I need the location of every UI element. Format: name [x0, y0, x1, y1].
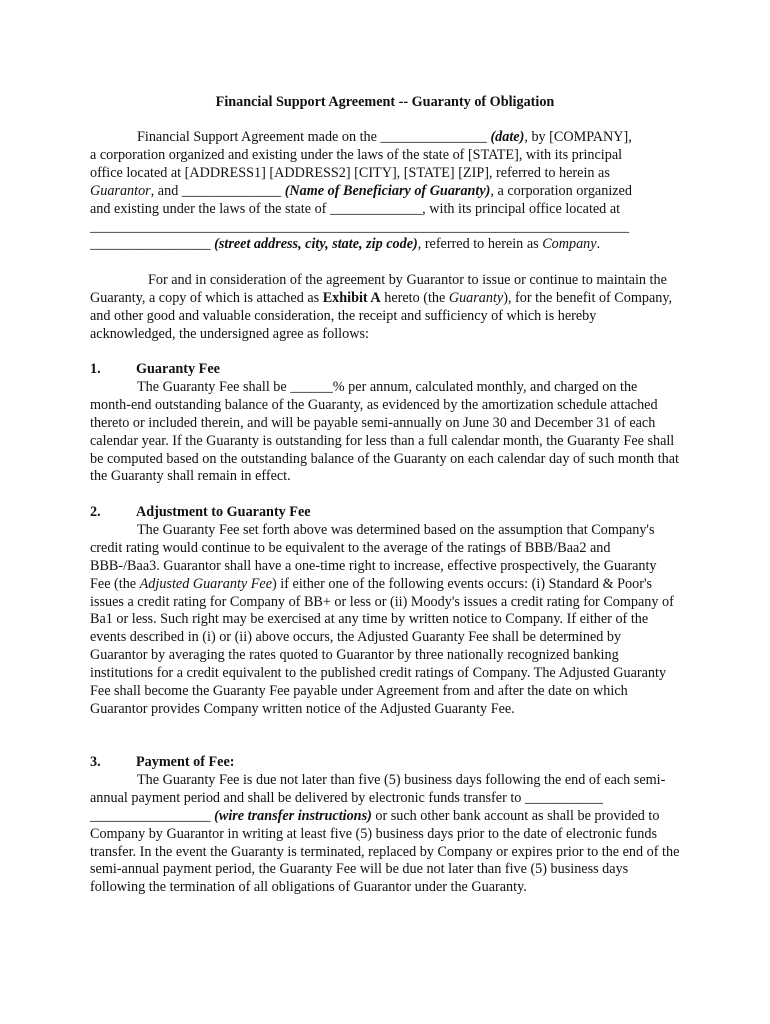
section-number: 3.	[90, 754, 101, 770]
intro-line-6: ____________________________________________________________________________	[90, 218, 630, 235]
intro-line-7: _________________ (street address, city, state, zip code), referred to herein as Company.	[90, 236, 601, 253]
section-number: 2.	[90, 504, 101, 520]
section-number: 1.	[90, 361, 101, 377]
exhibit-a-ref: Exhibit A	[322, 289, 381, 306]
address-label: (street address, city, state, zip code)	[214, 236, 418, 253]
document-title: Financial Support Agreement -- Guaranty of Obligation	[215, 94, 555, 110]
intro-line-4: Guarantor, and ______________ (Name of Beneficiary of Guaranty), a corporation organized	[90, 182, 632, 199]
section-2	[90, 504, 680, 719]
consideration-paragraph: For and in consideration of the agreement by Guarantor to issue or continue to maintain the Guaranty, a copy of which is attached as Exhibit A hereto (the Guaranty), for the benefit of Company, and other good and valuable consideration, the receipt and sufficiency of which is hereby acknowledged, the undersigned agree as follows:	[90, 272, 673, 342]
intro-paragraph	[90, 129, 680, 254]
section-title: Guaranty Fee	[136, 361, 220, 377]
intro-line-1: Financial Support Agreement made on the _______________ (date), by [COMPANY],	[137, 129, 632, 145]
section-heading	[90, 361, 680, 379]
wire-instructions-label: (wire transfer instructions)	[214, 807, 372, 824]
section-1	[90, 361, 680, 486]
section-body: The Guaranty Fee is due not later than five (5) business days following the end of each semi-annual payment period and shall be delivered by electronic funds transfer to ___________ _________________ (wire transfer instructions) or such other bank account as shall be provided to Company by Guarantor in writing at least five (5) business days prior to the date of electronic funds transfer. In the event the Guaranty is terminated, replaced by Company or expires prior to the end of the semi-annual payment period, the Guaranty Fee will be due not later than five (5) business days following the termination of all obligations of Guarantor under the Guaranty.	[90, 771, 680, 896]
company-term: Company	[542, 236, 597, 253]
section-heading	[90, 504, 680, 522]
adjusted-fee-term: Adjusted Guaranty Fee	[139, 575, 273, 592]
section-title: Adjustment to Guaranty Fee	[136, 504, 311, 520]
guaranty-term: Guaranty	[448, 289, 504, 306]
section-body: The Guaranty Fee shall be ______% per annum, calculated monthly, and charged on the month-end outstanding balance of the Guaranty, as evidenced by the amortization schedule attached thereto or included therein, and will be payable semi-annually on June 30 and December 31 of each calendar year. If the Guaranty is outstanding for less than a full calendar month, the Guaranty Fee shall be computed based on the outstanding balance of the Guaranty on each calendar day of such month that the Guaranty shall remain in effect.	[90, 378, 679, 485]
section-body: The Guaranty Fee set forth above was determined based on the assumption that Company's credit rating would continue to be equivalent to the average of the ratings of BBB/Baa2 and BBB-/Baa3. Guarantor shall have a one-time right to increase, effective prospectively, the Guaranty Fee (the Adjusted Guaranty Fee) if either one of the following events occurs: (i) Standard & Poor's issues a credit rating for Company of BB+ or less or (ii) Moody's issues a credit rating for Company of Ba1 or less. Such right may be exercised at any time by written notice to Company. If either of the events described in (i) or (ii) above occurs, the Adjusted Guaranty Fee shall be determined by Guarantor by averaging the rates quoted to Guarantor by three nationally recognized banking institutions for a credit equivalent to the published credit ratings of Company. The Adjusted Guaranty Fee shall become the Guaranty Fee payable under Agreement from and after the date on which Guarantor provides Company written notice of the Adjusted Guaranty Fee.	[90, 521, 674, 717]
section-title: Payment of Fee:	[136, 754, 235, 770]
section-3	[90, 754, 680, 897]
guarantor-term: Guarantor	[90, 182, 151, 199]
intro-line-5: and existing under the laws of the state of _____________, with its principal office located at	[90, 200, 621, 217]
section-heading	[90, 754, 680, 772]
date-label: (date)	[490, 129, 525, 145]
beneficiary-label: (Name of Beneficiary of Guaranty)	[284, 182, 491, 199]
intro-line-3: office located at [ADDRESS1] [ADDRESS2] [CITY], [STATE] [ZIP], referred to herein as	[90, 164, 610, 181]
intro-line-2: a corporation organized and existing under the laws of the state of [STATE], with its principal	[90, 146, 623, 163]
